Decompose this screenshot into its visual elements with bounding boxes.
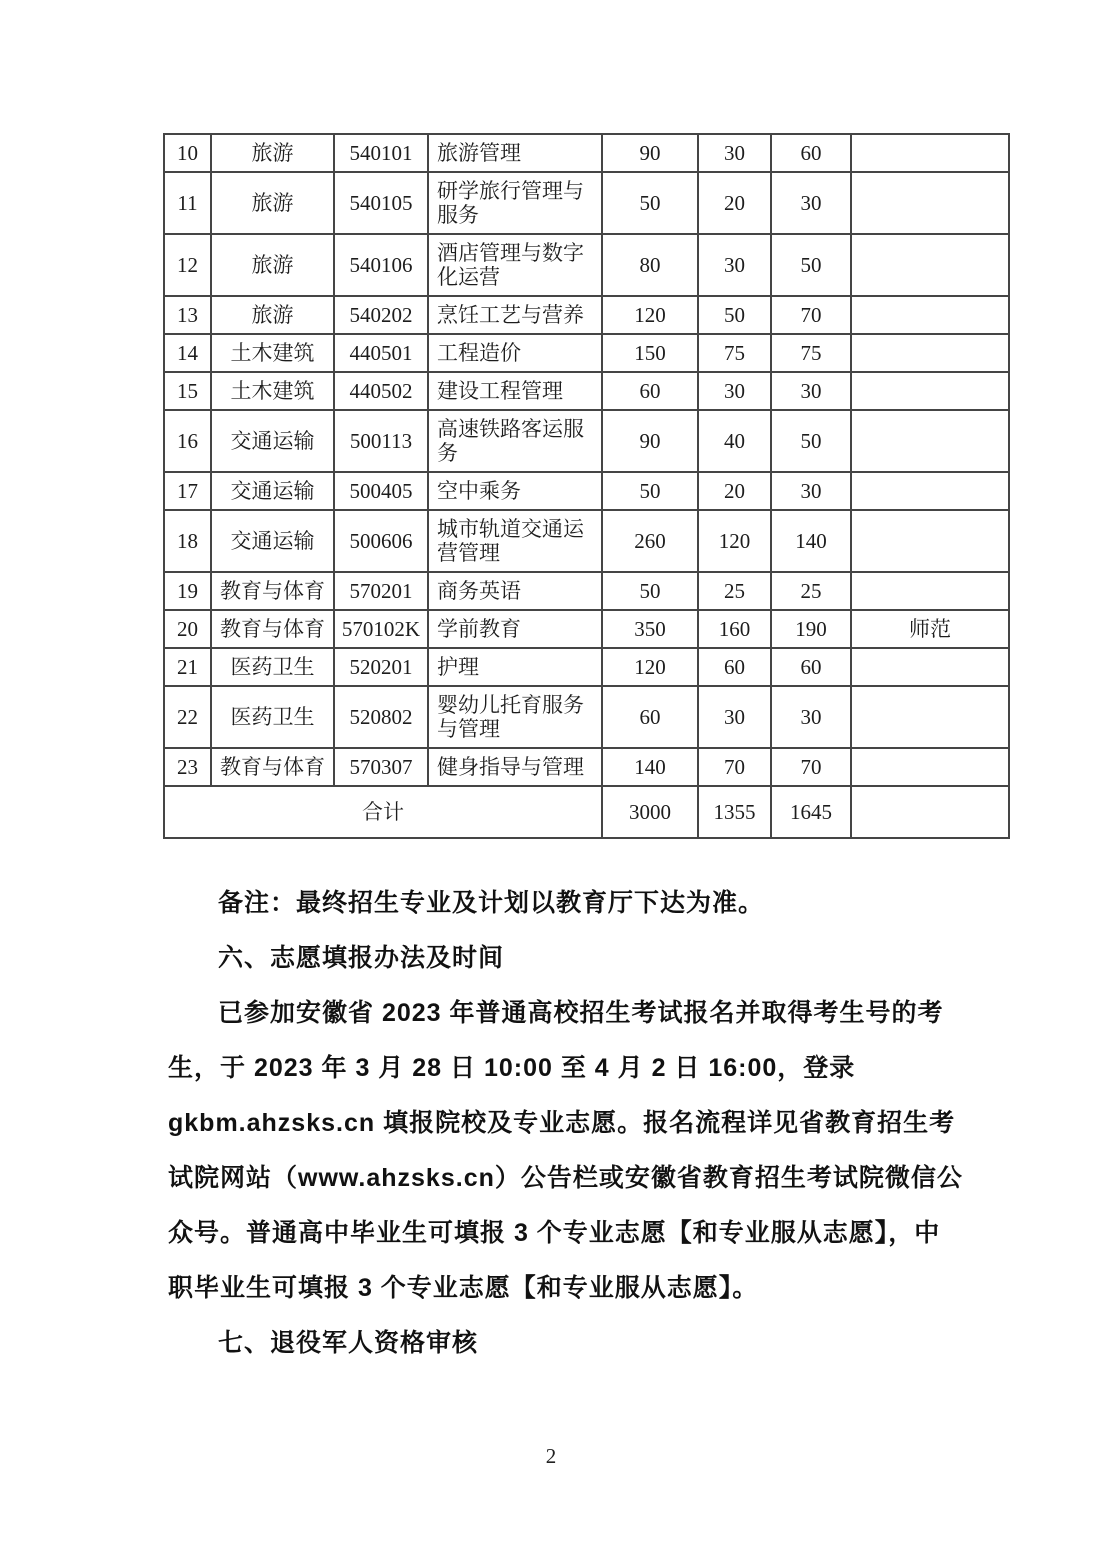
cell-plan-total: 50 [602, 572, 698, 610]
cell-category: 旅游 [211, 296, 334, 334]
cell-total-num: 1355 [698, 786, 771, 838]
cell-major: 城市轨道交通运营管理 [428, 510, 602, 572]
table-row [164, 296, 1009, 334]
page-number: 2 [545, 1444, 557, 1468]
cell-remark [851, 334, 1009, 372]
cell-plan-b: 70 [771, 748, 851, 786]
body-text [168, 876, 968, 1371]
cell-category: 旅游 [211, 172, 334, 234]
cell-seq: 12 [164, 234, 211, 296]
cell-major: 烹饪工艺与营养 [428, 296, 602, 334]
cell-plan-b: 25 [771, 572, 851, 610]
cell-category: 交通运输 [211, 410, 334, 472]
cell-plan-a: 75 [698, 334, 771, 372]
table-total-row [164, 786, 1009, 838]
cell-code: 570307 [334, 748, 428, 786]
cell-code: 570102K [334, 610, 428, 648]
cell-plan-b: 30 [771, 686, 851, 748]
cell-plan-a: 25 [698, 572, 771, 610]
text-line: 七、退役军人资格审核 [218, 1329, 479, 1357]
table-row [164, 334, 1009, 372]
cell-category: 医药卫生 [211, 686, 334, 748]
cell-seq: 18 [164, 510, 211, 572]
cell-total-label: 合计 [164, 786, 602, 838]
cell-plan-b: 60 [771, 134, 851, 172]
cell-plan-b: 140 [771, 510, 851, 572]
table-row [164, 686, 1009, 748]
cell-major: 研学旅行管理与服务 [428, 172, 602, 234]
cell-major: 护理 [428, 648, 602, 686]
cell-code: 540202 [334, 296, 428, 334]
cell-seq: 20 [164, 610, 211, 648]
cell-plan-a: 50 [698, 296, 771, 334]
cell-plan-a: 20 [698, 172, 771, 234]
cell-major: 高速铁路客运服务 [428, 410, 602, 472]
cell-remark [851, 472, 1009, 510]
plan-table-body [164, 134, 1009, 838]
cell-plan-total: 60 [602, 686, 698, 748]
cell-remark [851, 134, 1009, 172]
cell-plan-total: 120 [602, 296, 698, 334]
text-line: 备注：最终招生专业及计划以教育厅下达为准。 [218, 889, 765, 917]
cell-major: 学前教育 [428, 610, 602, 648]
cell-category: 医药卫生 [211, 648, 334, 686]
cell-seq: 11 [164, 172, 211, 234]
cell-code: 540105 [334, 172, 428, 234]
cell-plan-a: 60 [698, 648, 771, 686]
cell-plan-a: 20 [698, 472, 771, 510]
table-row [164, 610, 1009, 648]
text-line: 众号。普通高中毕业生可填报 3 个专业志愿【和专业服从志愿】，中 [168, 1219, 941, 1247]
cell-total-num: 1645 [771, 786, 851, 838]
cell-remark: 师范 [851, 610, 1009, 648]
text-line: 试院网站（www.ahzsks.cn）公告栏或安徽省教育招生考试院微信公 [168, 1164, 963, 1192]
cell-code: 520802 [334, 686, 428, 748]
cell-remark [851, 648, 1009, 686]
cell-remark [851, 372, 1009, 410]
cell-seq: 22 [164, 686, 211, 748]
cell-plan-total: 50 [602, 472, 698, 510]
cell-plan-b: 30 [771, 372, 851, 410]
cell-seq: 15 [164, 372, 211, 410]
cell-remark [851, 510, 1009, 572]
cell-plan-b: 70 [771, 296, 851, 334]
cell-major: 婴幼儿托育服务与管理 [428, 686, 602, 748]
cell-major: 空中乘务 [428, 472, 602, 510]
cell-code: 500113 [334, 410, 428, 472]
cell-seq: 14 [164, 334, 211, 372]
cell-seq: 19 [164, 572, 211, 610]
cell-plan-a: 120 [698, 510, 771, 572]
cell-plan-b: 50 [771, 410, 851, 472]
cell-code: 540101 [334, 134, 428, 172]
cell-seq: 21 [164, 648, 211, 686]
table-row [164, 134, 1009, 172]
table-row [164, 748, 1009, 786]
cell-plan-a: 30 [698, 686, 771, 748]
cell-plan-total: 90 [602, 410, 698, 472]
cell-plan-a: 30 [698, 134, 771, 172]
cell-plan-a: 160 [698, 610, 771, 648]
cell-code: 500606 [334, 510, 428, 572]
cell-plan-total: 350 [602, 610, 698, 648]
cell-code: 500405 [334, 472, 428, 510]
cell-seq: 13 [164, 296, 211, 334]
cell-plan-b: 60 [771, 648, 851, 686]
text-line: 生，于 2023 年 3 月 28 日 10:00 至 4 月 2 日 16:00，登录 [168, 1054, 856, 1082]
table-row [164, 234, 1009, 296]
table-row [164, 648, 1009, 686]
cell-major: 健身指导与管理 [428, 748, 602, 786]
cell-seq: 10 [164, 134, 211, 172]
text-line: gkbm.ahzsks.cn 填报院校及专业志愿。报名流程详见省教育招生考 [168, 1109, 956, 1137]
cell-plan-a: 30 [698, 372, 771, 410]
enrollment-plan-table [163, 133, 1010, 839]
cell-seq: 17 [164, 472, 211, 510]
cell-total-num: 3000 [602, 786, 698, 838]
text-line: 职毕业生可填报 3 个专业志愿【和专业服从志愿】。 [168, 1274, 759, 1302]
cell-major: 旅游管理 [428, 134, 602, 172]
table-row [164, 172, 1009, 234]
text-line: 已参加安徽省 2023 年普通高校招生考试报名并取得考生号的考 [218, 999, 944, 1027]
table-row [164, 510, 1009, 572]
table-row [164, 410, 1009, 472]
cell-plan-a: 40 [698, 410, 771, 472]
cell-category: 旅游 [211, 234, 334, 296]
cell-plan-b: 75 [771, 334, 851, 372]
cell-plan-total: 50 [602, 172, 698, 234]
cell-plan-b: 50 [771, 234, 851, 296]
cell-plan-total: 140 [602, 748, 698, 786]
cell-code: 440502 [334, 372, 428, 410]
cell-remark [851, 234, 1009, 296]
table-row [164, 472, 1009, 510]
text-line: 六、志愿填报办法及时间 [218, 944, 505, 972]
cell-major: 建设工程管理 [428, 372, 602, 410]
cell-plan-b: 30 [771, 172, 851, 234]
table-row [164, 572, 1009, 610]
cell-category: 土木建筑 [211, 334, 334, 372]
cell-remark [851, 572, 1009, 610]
cell-category: 土木建筑 [211, 372, 334, 410]
cell-major: 商务英语 [428, 572, 602, 610]
table-row [164, 372, 1009, 410]
cell-plan-total: 80 [602, 234, 698, 296]
cell-major: 工程造价 [428, 334, 602, 372]
cell-category: 旅游 [211, 134, 334, 172]
cell-seq: 23 [164, 748, 211, 786]
cell-code: 540106 [334, 234, 428, 296]
cell-remark [851, 786, 1009, 838]
cell-remark [851, 410, 1009, 472]
cell-remark [851, 172, 1009, 234]
cell-code: 440501 [334, 334, 428, 372]
cell-category: 交通运输 [211, 510, 334, 572]
cell-code: 520201 [334, 648, 428, 686]
cell-major: 酒店管理与数字化运营 [428, 234, 602, 296]
cell-category: 教育与体育 [211, 610, 334, 648]
cell-remark [851, 296, 1009, 334]
cell-remark [851, 686, 1009, 748]
cell-plan-b: 30 [771, 472, 851, 510]
cell-plan-b: 190 [771, 610, 851, 648]
cell-seq: 16 [164, 410, 211, 472]
cell-plan-a: 30 [698, 234, 771, 296]
cell-plan-a: 70 [698, 748, 771, 786]
cell-plan-total: 120 [602, 648, 698, 686]
cell-remark [851, 748, 1009, 786]
cell-category: 交通运输 [211, 472, 334, 510]
cell-code: 570201 [334, 572, 428, 610]
cell-category: 教育与体育 [211, 572, 334, 610]
cell-plan-total: 150 [602, 334, 698, 372]
cell-category: 教育与体育 [211, 748, 334, 786]
cell-plan-total: 260 [602, 510, 698, 572]
cell-plan-total: 60 [602, 372, 698, 410]
cell-plan-total: 90 [602, 134, 698, 172]
